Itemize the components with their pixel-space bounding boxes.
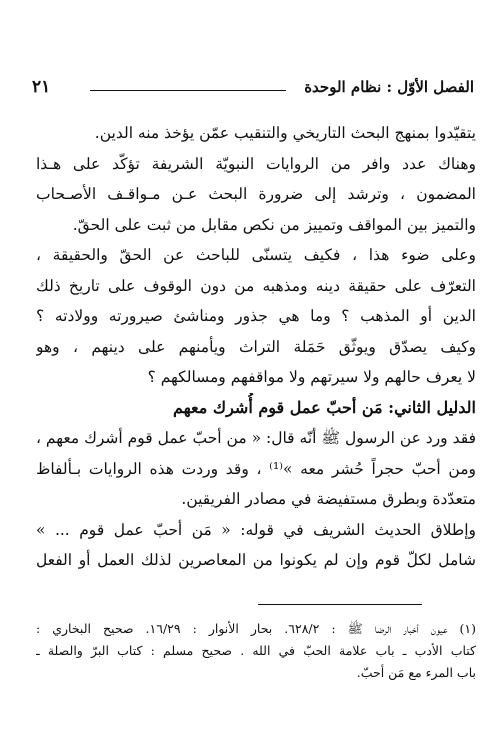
footnote-line: باب المرء مع مَن أحبّ. [356, 665, 476, 680]
body-text [36, 118, 476, 576]
body-line: لا يعرف حالهم ولا سيرتهم ولا مواقفهم ومسالكهم ؟ [147, 368, 476, 386]
footnotes [36, 618, 476, 684]
body-line: وإطلاق الحديث الشريف في قوله: « مَن أحبّ عمل قوم ... » [36, 520, 476, 539]
body-line: فقد ورد عن الرسول ﷺ أنّه قال: « من أحبّ عمل قوم أشرك معهم ، [36, 429, 476, 447]
body-line: ومن أحبّ حجراً حُشر معه »⁽¹⁾ ، وقد وردت هذه الروايات بـألفاظ [36, 459, 476, 478]
body-line: المضمون ، وترشد إلى ضرورة البحث عـن مـواقـف الأصـحاب [36, 185, 476, 203]
footnote-separator [258, 604, 422, 605]
header-rule [90, 90, 286, 91]
body-line: وكيف يصدّق ويوثّق حَمَلة التراث ويأمنهم على دينهم ، وهو [36, 337, 476, 356]
body-line: شامل لكلّ قوم وإن لم يكونوا من المعاصرين لذلك العمل أو الفعل [36, 551, 476, 569]
body-line: التعرّف على حقيقة دينه ومذهبه من دون الوقوف على تاريخ ذلك [36, 276, 476, 295]
body-line: يتقيّدوا بمنهج البحث التاريخي والتنقيب عمّن يؤخذ منه الدين. [94, 124, 476, 142]
body-line: الدين أو المذهب ؟ وما هي جذور ومناشئ صيرورته وولادته ؟ [36, 307, 476, 325]
running-header [30, 78, 474, 104]
page-number: ٢١ [32, 77, 51, 97]
body-line: متعدّدة وبطرق مستفيضة في مصادر الفريقين. [181, 490, 476, 508]
body-line: وعلى ضوء هذا ، فكيف يتسنّى للباحث عن الحقّ والحقيقة ، [36, 246, 476, 264]
footnote-line: كتاب الأدب ـ باب علامة الحبّ في الله . صحيح مسلم : كتاب البرّ والصلة ـ [36, 643, 476, 658]
body-line: والتميز بين المواقف وتمييز من نكص مقابل من ثبت على الحقّ. [72, 215, 476, 234]
footnote-line: (١) عيون أخبار الرضا ﷺ : ٦٢٨/٢. بحار الأنوار : ١٦/٢٩. صحيح البخاري : [36, 621, 476, 636]
section-heading: الدليل الثاني: مَن أحبّ عمل قوم أُشرك معهم [173, 397, 476, 417]
body-line: وهناك عدد وافر من الروايات النبويّة الشريفة تؤكّد على هـذا [36, 154, 476, 173]
chapter-title: الفصل الأوّل : نظام الوحدة [304, 78, 474, 96]
